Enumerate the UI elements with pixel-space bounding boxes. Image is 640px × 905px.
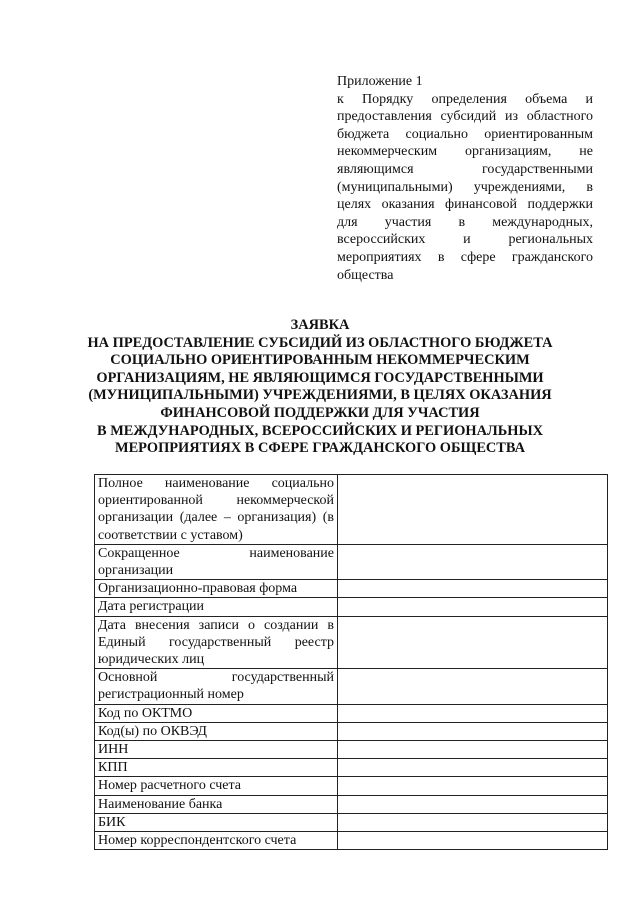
field-value-kpp[interactable]: [338, 759, 608, 777]
document-heading: [70, 317, 570, 458]
field-value-inn[interactable]: [338, 741, 608, 759]
field-label-settlement-account: Номер расчетного счета: [95, 777, 338, 795]
field-label-oktmo: Код по ОКТМО: [95, 704, 338, 722]
appendix-block: [337, 73, 593, 284]
table-row: [95, 741, 608, 759]
field-label-correspondent-account: Номер корреспондентского счета: [95, 832, 338, 850]
table-row: [95, 777, 608, 795]
field-value-ogrn[interactable]: [338, 669, 608, 704]
field-label-legal-form: Организационно-правовая форма: [95, 580, 338, 598]
field-label-egrul-entry-date: Дата внесения записи о создании в Единый государственный реестр юридических лиц: [95, 616, 338, 669]
heading-line: ОРГАНИЗАЦИЯМ, НЕ ЯВЛЯЮЩИМСЯ ГОСУДАРСТВЕННЫМИ: [96, 369, 544, 386]
field-value-okved[interactable]: [338, 722, 608, 740]
field-label-inn: ИНН: [95, 741, 338, 759]
table-row: [95, 544, 608, 579]
heading-line: НА ПРЕДОСТАВЛЕНИЕ СУБСИДИЙ ИЗ ОБЛАСТНОГО БЮДЖЕТА: [87, 334, 553, 351]
table-row: [95, 795, 608, 813]
field-label-okved: Код(ы) по ОКВЭД: [95, 722, 338, 740]
heading-line: ЗАЯВКА: [290, 317, 350, 333]
table-row: [95, 704, 608, 722]
table-row: [95, 580, 608, 598]
appendix-text: к Порядку определения объема и предоставления субсидий из областного бюджета социально ориентированным некоммерческим организациям, не являющимся государственными (муниципальными) учреждениями, в целях оказания финансовой поддержки для участия в международных, всероссийских и региональных мероприятиях в сфере гражданского общества: [337, 91, 593, 283]
field-label-ogrn: Основной государственный регистрационный номер: [95, 669, 338, 704]
field-label-full-name: Полное наименование социально ориентированной некоммерческой организации (далее – организация) (в соответствии с уставом): [95, 475, 338, 545]
table-row: [95, 813, 608, 831]
field-value-full-name[interactable]: [338, 475, 608, 545]
table-row: [95, 669, 608, 704]
heading-line: СОЦИАЛЬНО ОРИЕНТИРОВАННЫМ НЕКОММЕРЧЕСКИМ: [110, 352, 530, 369]
table-row: [95, 475, 608, 545]
field-label-bik: БИК: [95, 813, 338, 831]
field-value-bank-name[interactable]: [338, 795, 608, 813]
heading-line: МЕРОПРИЯТИЯХ В СФЕРЕ ГРАЖДАНСКОГО ОБЩЕСТВА: [114, 440, 525, 457]
field-label-bank-name: Наименование банка: [95, 795, 338, 813]
table-row: [95, 832, 608, 850]
field-value-legal-form[interactable]: [338, 580, 608, 598]
table-row: [95, 722, 608, 740]
field-value-registration-date[interactable]: [338, 598, 608, 616]
table-row: [95, 759, 608, 777]
field-value-short-name[interactable]: [338, 544, 608, 579]
field-value-bik[interactable]: [338, 813, 608, 831]
field-value-correspondent-account[interactable]: [338, 832, 608, 850]
field-value-egrul-entry-date[interactable]: [338, 616, 608, 669]
appendix-title: Приложение 1: [337, 74, 423, 89]
field-label-short-name: Сокращенное наименование организации: [95, 544, 338, 579]
field-label-kpp: КПП: [95, 759, 338, 777]
table-row: [95, 616, 608, 669]
table-row: [95, 598, 608, 616]
field-value-settlement-account[interactable]: [338, 777, 608, 795]
field-label-registration-date: Дата регистрации: [95, 598, 338, 616]
heading-line: В МЕЖДУНАРОДНЫХ, ВСЕРОССИЙСКИХ И РЕГИОНАЛЬНЫХ: [97, 422, 543, 439]
application-form-table: [94, 474, 608, 850]
heading-line: ФИНАНСОВОЙ ПОДДЕРЖКИ ДЛЯ УЧАСТИЯ: [160, 404, 480, 421]
field-value-oktmo[interactable]: [338, 704, 608, 722]
heading-line: (МУНИЦИПАЛЬНЫМИ) УЧРЕЖДЕНИЯМИ, В ЦЕЛЯХ ОКАЗАНИЯ: [88, 387, 552, 404]
